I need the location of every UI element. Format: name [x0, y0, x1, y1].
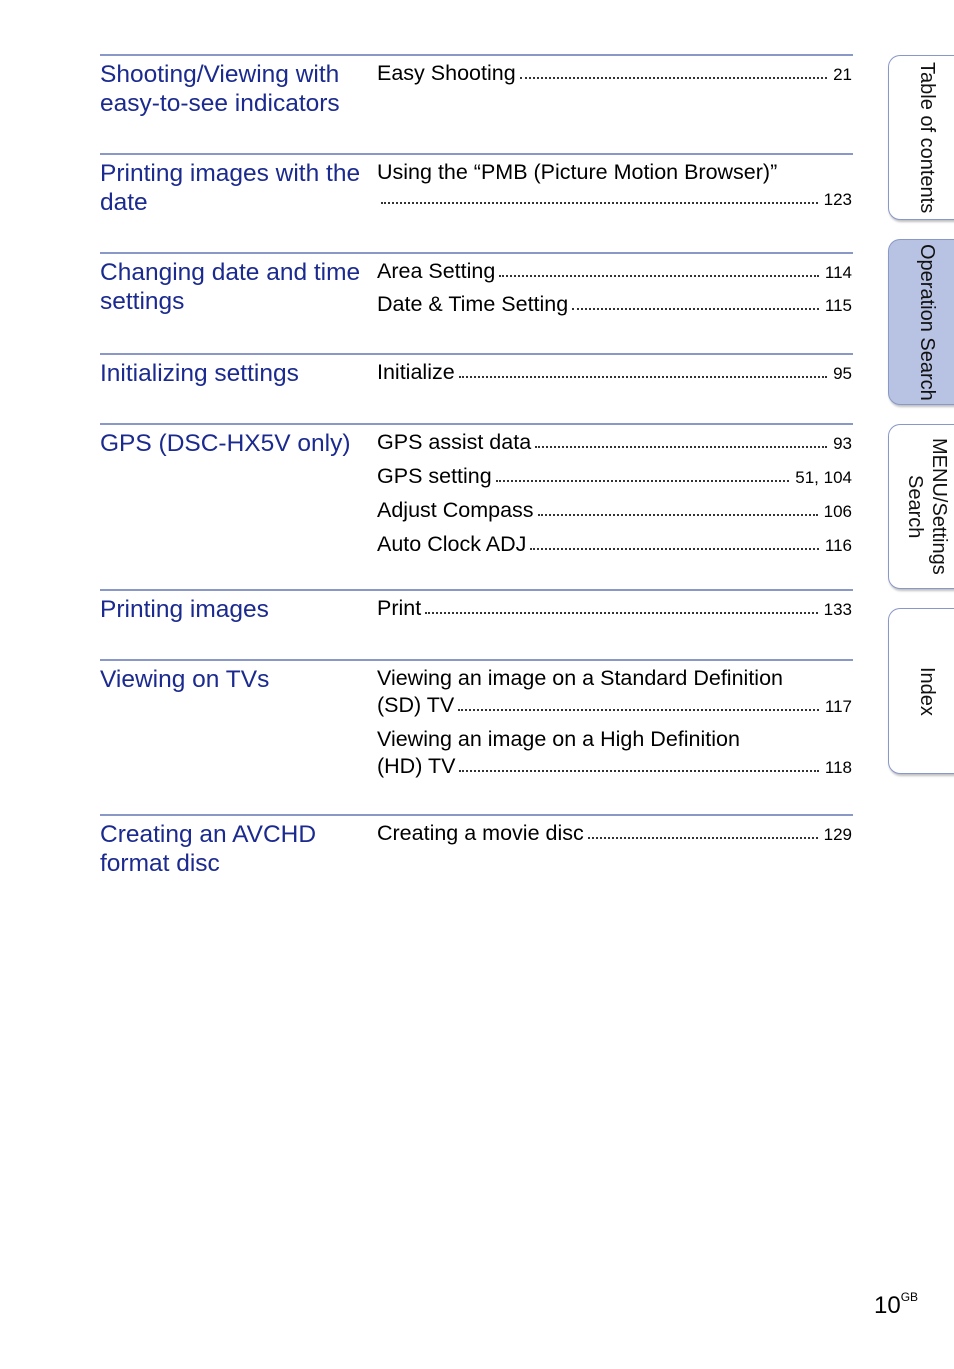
- topic-heading[interactable]: Printing images with the date: [100, 160, 361, 216]
- dot-leader: [588, 837, 818, 839]
- toc-entry[interactable]: [377, 159, 852, 213]
- entry-page: 123: [823, 190, 852, 209]
- dot-leader: [535, 446, 827, 448]
- dot-leader: [425, 612, 817, 614]
- toc-entry[interactable]: [377, 463, 852, 491]
- tab-index[interactable]: [888, 608, 954, 774]
- toc-section: [100, 659, 853, 778]
- topic-heading[interactable]: GPS (DSC-HX5V only): [100, 430, 351, 457]
- topic-heading[interactable]: Shooting/Viewing with easy-to-see indicators: [100, 61, 340, 117]
- toc-entry[interactable]: [377, 726, 852, 781]
- dot-leader: [459, 770, 818, 772]
- tab-operation-search[interactable]: [888, 239, 954, 405]
- toc-entry[interactable]: [377, 60, 852, 88]
- entry-label: Auto Clock ADJ: [377, 532, 527, 556]
- entry-label-cont: (HD) TV: [377, 754, 456, 778]
- toc-section: [100, 54, 853, 117]
- toc-entry[interactable]: [377, 820, 852, 848]
- toc-entry[interactable]: [377, 531, 852, 559]
- entry-page: 115: [824, 296, 852, 315]
- entry-label: Using the “PMB (Picture Motion Browser)”: [377, 160, 778, 184]
- entry-label: Area Setting: [377, 259, 496, 283]
- toc-section: [100, 423, 853, 556]
- entry-label: GPS setting: [377, 464, 492, 488]
- entry-label: GPS assist data: [377, 430, 532, 454]
- tab-menu-settings-search[interactable]: [888, 424, 954, 589]
- toc-entry[interactable]: [377, 595, 852, 623]
- toc-section: [100, 252, 853, 316]
- entry-label-cont: (SD) TV: [377, 693, 455, 717]
- entry-label: Viewing an image on a Standard Definition: [377, 666, 783, 690]
- entry-page: 116: [824, 536, 852, 555]
- entry-page: 106: [823, 502, 852, 521]
- topic-heading[interactable]: Changing date and time settings: [100, 259, 361, 315]
- toc-entry[interactable]: [377, 429, 852, 457]
- toc-section: [100, 589, 853, 623]
- dot-leader: [496, 480, 790, 482]
- entry-label: Print: [377, 596, 422, 620]
- entry-label: Viewing an image on a High Definition: [377, 727, 740, 751]
- entry-page: 21: [833, 65, 852, 84]
- toc-entry[interactable]: [377, 258, 852, 286]
- dot-leader: [458, 709, 819, 711]
- entry-label: Date & Time Setting: [377, 292, 569, 316]
- dot-leader: [530, 548, 819, 550]
- toc-entry[interactable]: [377, 359, 852, 387]
- dot-leader: [499, 275, 819, 277]
- toc-section: [100, 814, 853, 877]
- tab-label: Table of contents: [916, 61, 938, 214]
- entry-label: Creating a movie disc: [377, 821, 584, 845]
- toc-entry[interactable]: [377, 497, 852, 525]
- topic-heading[interactable]: Printing images: [100, 596, 269, 623]
- dot-leader: [572, 308, 819, 310]
- toc-section: [100, 353, 853, 387]
- entry-page: 129: [823, 825, 852, 844]
- dot-leader: [459, 376, 827, 378]
- dot-leader: [520, 77, 827, 79]
- entry-label: Adjust Compass: [377, 498, 534, 522]
- entry-label: Initialize: [377, 360, 455, 384]
- dot-leader: [538, 514, 818, 516]
- entry-page: 93: [833, 434, 852, 453]
- tab-label: Index: [916, 666, 938, 716]
- entry-page: 117: [824, 697, 852, 716]
- topic-heading[interactable]: Creating an AVCHD format disc: [100, 821, 317, 877]
- tab-label: Operation Search: [916, 243, 938, 401]
- dot-leader: [381, 202, 818, 204]
- entry-page: 133: [823, 600, 852, 619]
- topic-heading[interactable]: Initializing settings: [100, 360, 299, 387]
- entry-page: 118: [824, 758, 852, 777]
- page-number-suffix: GB: [900, 1290, 919, 1304]
- entry-label: Easy Shooting: [377, 61, 516, 85]
- topic-heading[interactable]: Viewing on TVs: [100, 666, 270, 693]
- toc-section: [100, 153, 853, 216]
- entry-page: 114: [824, 263, 852, 282]
- page-number: [874, 1290, 918, 1320]
- toc-entry[interactable]: [377, 291, 852, 319]
- toc-entry[interactable]: [377, 665, 852, 720]
- entry-page: 95: [833, 364, 852, 383]
- tab-table-of-contents[interactable]: [888, 55, 954, 220]
- entry-page: 51, 104: [795, 468, 852, 487]
- tab-label: MENU/Settings Search: [904, 438, 950, 575]
- page-number-value: 10: [874, 1292, 901, 1319]
